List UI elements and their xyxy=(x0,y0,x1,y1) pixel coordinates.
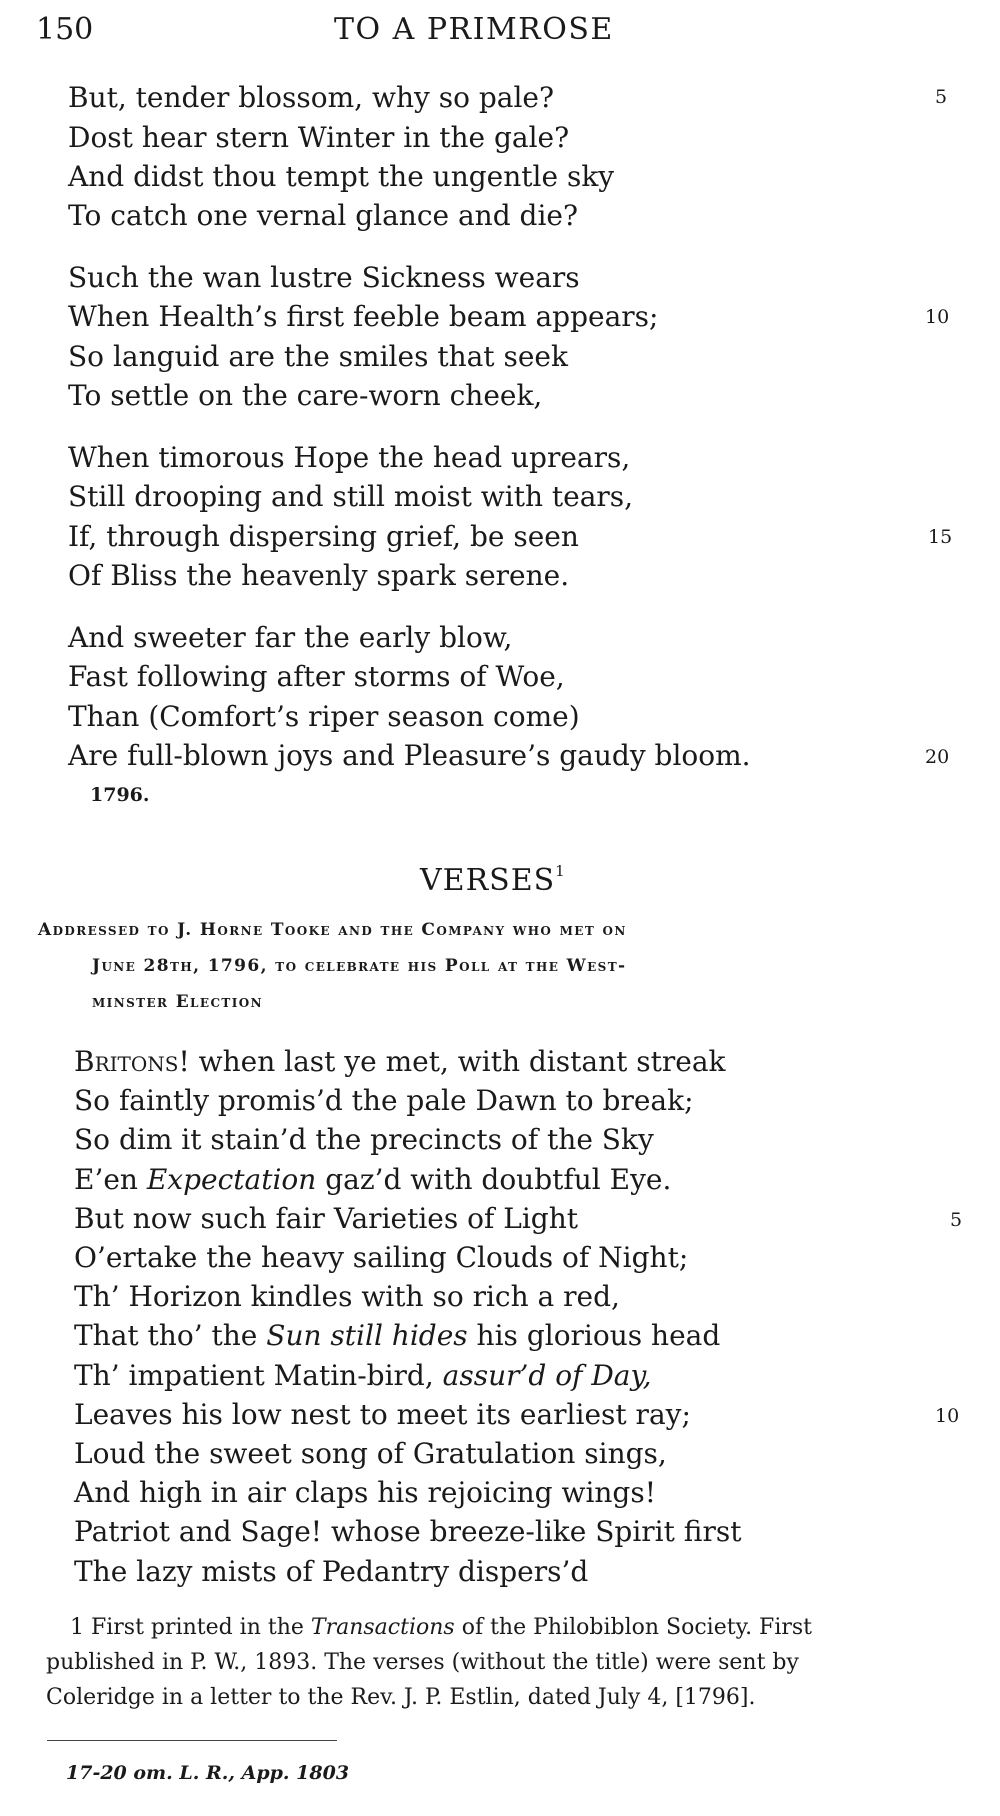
poem-line: The lazy mists of Pedantry dispers’d xyxy=(74,1555,589,1588)
poem-subtitle-line: minster Election xyxy=(92,992,263,1012)
poem-line: That tho’ the Sun still hides his glorious head xyxy=(74,1319,721,1352)
poem-line: Loud the sweet song of Gratulation sings, xyxy=(74,1437,667,1470)
poem-line: And didst thou tempt the ungentle sky xyxy=(68,160,615,193)
poem-line: Still drooping and still moist with tears, xyxy=(68,480,634,513)
footnote-marker: 1 xyxy=(555,862,566,880)
poem-line: To catch one vernal glance and die? xyxy=(68,199,578,232)
line-number: 15 xyxy=(928,526,953,548)
poem-line: O’ertake the heavy sailing Clouds of Night; xyxy=(74,1241,689,1274)
poem-line: Are full-blown joys and Pleasure’s gaudy bloom. xyxy=(68,739,751,772)
poem-line: Patriot and Sage! whose breeze-like Spirit first xyxy=(74,1515,742,1548)
poem-line: But, tender blossom, why so pale? xyxy=(68,81,554,114)
line-number: 10 xyxy=(925,306,950,328)
poem-line: Th’ Horizon kindles with so rich a red, xyxy=(74,1280,620,1313)
opening-word: Britons xyxy=(74,1045,179,1078)
poem-line: And sweeter far the early blow, xyxy=(68,621,513,654)
poem-line: Such the wan lustre Sickness wears xyxy=(68,261,580,294)
running-title: TO A PRIMROSE xyxy=(334,12,614,47)
poem-line: So faintly promis’d the pale Dawn to break; xyxy=(74,1084,694,1117)
poem-line: E’en Expectation gaz’d with doubtful Eye. xyxy=(74,1163,672,1196)
poem-line: If, through dispersing grief, be seen xyxy=(68,520,579,553)
poem-title: VERSES$^1$ xyxy=(420,862,566,898)
poem-line: Th’ impatient Matin-bird, assur’d of Day, xyxy=(74,1359,652,1392)
poem-line: Britons! when last ye met, with distant streak xyxy=(74,1045,726,1078)
poem-line: When timorous Hope the head uprears, xyxy=(68,441,631,474)
poem-subtitle-line: Addressed to J. Horne Tooke and the Company who met on xyxy=(38,920,627,940)
poem-date: 1796. xyxy=(90,784,150,806)
poem-line: Of Bliss the heavenly spark serene. xyxy=(68,559,570,592)
line-number: 5 xyxy=(950,1209,963,1231)
poem-line: Dost hear stern Winter in the gale? xyxy=(68,121,570,154)
footnote-line: 1 First printed in the Transactions of the Philobiblon Society. First xyxy=(70,1615,813,1640)
poem-line: Leaves his low nest to meet its earliest ray; xyxy=(74,1398,691,1431)
poem-line: But now such fair Varieties of Light xyxy=(74,1202,579,1235)
page-number: 150 xyxy=(36,12,94,47)
poem-line: Fast following after storms of Woe, xyxy=(68,660,565,693)
poem-line: To settle on the care-worn cheek, xyxy=(68,379,543,412)
footnote-line: published in P. W., 1893. The verses (without the title) were sent by xyxy=(46,1650,799,1675)
line-number: 5 xyxy=(935,86,948,108)
poem-line: And high in air claps his rejoicing wings! xyxy=(74,1476,656,1509)
line-number: 20 xyxy=(925,746,950,768)
line-number: 10 xyxy=(935,1405,960,1427)
poem-line: When Health’s first feeble beam appears; xyxy=(68,300,659,333)
footnote-line: Coleridge in a letter to the Rev. J. P. Estlin, dated July 4, [1796]. xyxy=(46,1685,756,1710)
poem-line: Than (Comfort’s riper season come) xyxy=(68,700,580,733)
footnote-divider xyxy=(47,1740,337,1741)
variant-note: 17-20 om. L. R., App. 1803 xyxy=(66,1762,350,1784)
poem-subtitle-line: June 28th, 1796, to celebrate his Poll at the West- xyxy=(92,956,627,976)
poem-line: So languid are the smiles that seek xyxy=(68,340,568,373)
poem-line: So dim it stain’d the precincts of the Sky xyxy=(74,1123,654,1156)
